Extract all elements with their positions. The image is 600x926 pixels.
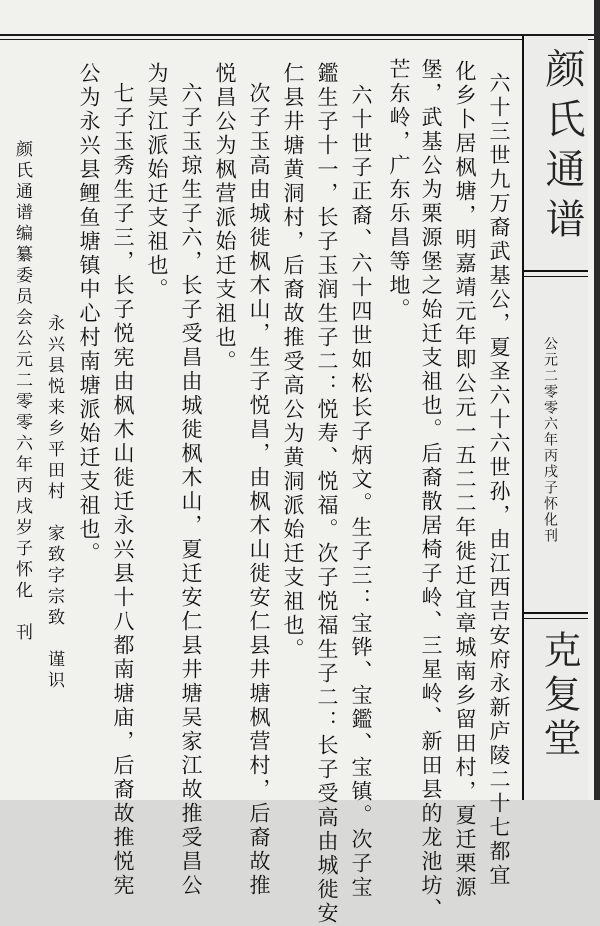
top-border-inner (0, 39, 594, 40)
text-column: 六子玉琼生子六，长子受昌由城徙枫木山，夏迁安仁县井塘吴家江故推受昌公 (179, 82, 203, 898)
text-column: 仁县井塘黄洞村，后裔故推受高公为黄洞派始迁支祖也。 (281, 62, 305, 662)
text-column: 六十世子正裔、六十四世如松长子炳文。生子三：宝铧、宝鑑、宝镇。次子宝 (349, 84, 373, 900)
text-column: 次子玉高由城徙枫木山，生子悦昌，由枫木山徙安仁县井塘枫营村，后裔故推 (247, 82, 271, 898)
text-column: 六十三世九万裔武基公，夏圣六十六世孙，由江西吉安府永新庐陵二十七都宜 (487, 72, 511, 888)
publication-line: 公元二零零六年丙戌子怀化刊 (542, 336, 558, 544)
text-column: 公为永兴县鲤鱼塘镇中心村南塘派始迁支祖也。 (77, 62, 101, 566)
hall-name: 克复堂 (537, 630, 581, 762)
top-border (0, 34, 594, 36)
side-rule (524, 270, 588, 272)
side-rule (524, 276, 588, 277)
text-column: 为吴江派始迁支祖也。 (145, 62, 169, 302)
book-title: 颜氏通谱 (539, 48, 585, 248)
text-column: 化乡卜居枫塘，明嘉靖元年即公元一五二二年徙迁宜章城南乡留田村，夏迁栗源 (453, 60, 477, 900)
committee-signature: 颜氏通谱编纂委员会公元二零零六年丙戌岁子怀化 刊 (12, 140, 32, 644)
text-column: 芒东岭，广东乐昌等地。 (387, 58, 411, 322)
side-panel-divider (522, 36, 524, 800)
text-column: 堡，武基公为栗源堡之始迁支祖也。后裔散居椅子岭、三星岭、新田县的龙池坊、 (419, 58, 443, 922)
text-column: 鑑生子十一，长子玉润生子二：悦寿、悦福。次子悦福生子二：长子受高由城徙安 (315, 62, 339, 926)
side-rule (524, 612, 588, 614)
side-rule (524, 618, 588, 619)
author-signature: 永兴县悦来乡平田村 家致字宗致 谨识 (44, 314, 64, 692)
text-column: 七子玉秀生子三，长子悦宪由枫木山徙迁永兴县十八都南塘庙，后裔故推悦宪 (111, 82, 135, 898)
text-column: 悦昌公为枫营派始迁支祖也。 (213, 62, 237, 374)
